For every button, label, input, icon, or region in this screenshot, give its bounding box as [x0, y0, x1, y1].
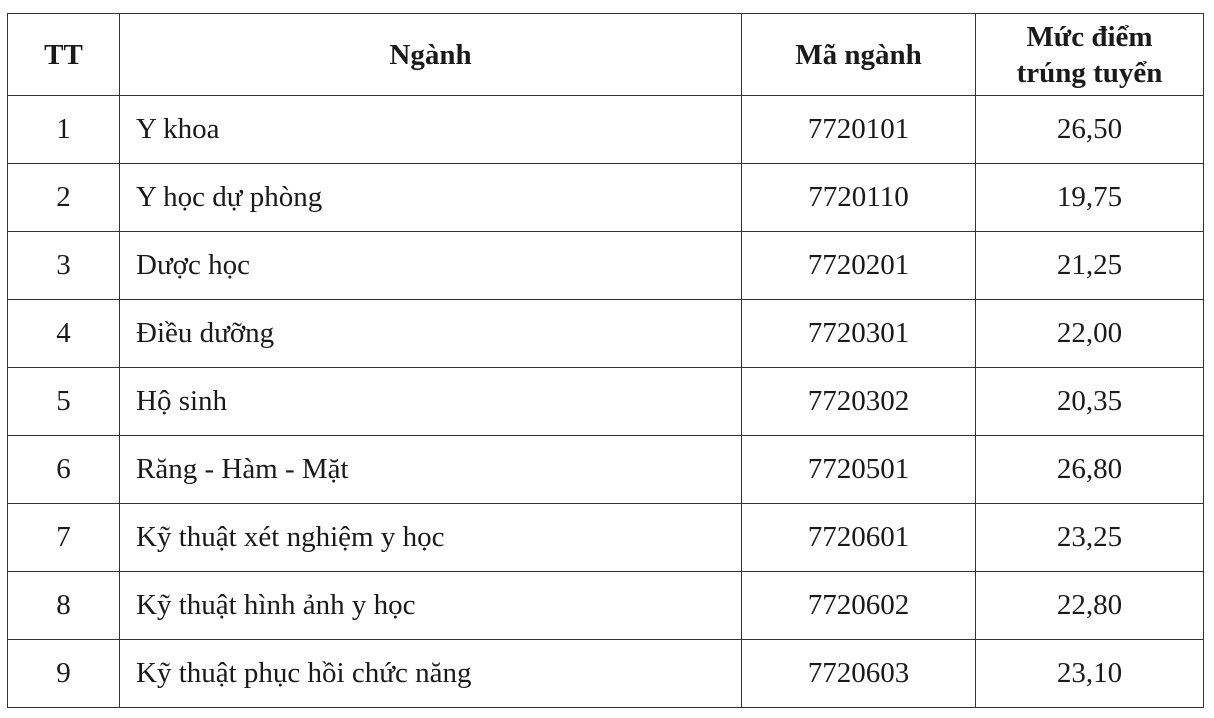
row-major-code: 7720601 [742, 504, 976, 572]
row-major: Dược học [120, 232, 742, 300]
table-row [8, 232, 1204, 300]
table-body [8, 96, 1204, 708]
row-tt: 3 [8, 232, 120, 300]
row-major: Kỹ thuật phục hồi chức năng [120, 640, 742, 708]
row-score: 22,80 [976, 572, 1204, 640]
table-row [8, 164, 1204, 232]
row-tt: 7 [8, 504, 120, 572]
row-score: 20,35 [976, 368, 1204, 436]
row-score: 26,80 [976, 436, 1204, 504]
row-tt: 5 [8, 368, 120, 436]
row-major-code: 7720301 [742, 300, 976, 368]
row-major: Răng - Hàm - Mặt [120, 436, 742, 504]
row-tt: 4 [8, 300, 120, 368]
row-major-code: 7720603 [742, 640, 976, 708]
header-tt: TT [8, 14, 120, 96]
row-major-code: 7720201 [742, 232, 976, 300]
row-major: Hộ sinh [120, 368, 742, 436]
row-major-code: 7720302 [742, 368, 976, 436]
row-tt: 8 [8, 572, 120, 640]
header-major: Ngành [120, 14, 742, 96]
table-row [8, 504, 1204, 572]
row-score: 26,50 [976, 96, 1204, 164]
table-header [8, 14, 1204, 96]
row-major-code: 7720501 [742, 436, 976, 504]
row-tt: 9 [8, 640, 120, 708]
row-major: Kỹ thuật xét nghiệm y học [120, 504, 742, 572]
row-tt: 6 [8, 436, 120, 504]
row-major: Kỹ thuật hình ảnh y học [120, 572, 742, 640]
header-admission-score [976, 14, 1204, 96]
row-score: 21,25 [976, 232, 1204, 300]
table-row [8, 96, 1204, 164]
table-row [8, 572, 1204, 640]
header-major-code: Mã ngành [742, 14, 976, 96]
row-score: 19,75 [976, 164, 1204, 232]
row-score: 22,00 [976, 300, 1204, 368]
row-score: 23,10 [976, 640, 1204, 708]
admission-score-table [7, 13, 1204, 708]
header-score-line2: trúng tuyển [1016, 56, 1163, 89]
row-tt: 2 [8, 164, 120, 232]
row-tt: 1 [8, 96, 120, 164]
table-row [8, 436, 1204, 504]
row-score: 23,25 [976, 504, 1204, 572]
row-major: Điều dưỡng [120, 300, 742, 368]
row-major: Y học dự phòng [120, 164, 742, 232]
table-row [8, 300, 1204, 368]
table-row [8, 368, 1204, 436]
table-row [8, 640, 1204, 708]
row-major-code: 7720110 [742, 164, 976, 232]
header-row [8, 14, 1204, 96]
row-major-code: 7720602 [742, 572, 976, 640]
header-score-line1: Mức điểm [1026, 20, 1153, 53]
row-major: Y khoa [120, 96, 742, 164]
row-major-code: 7720101 [742, 96, 976, 164]
